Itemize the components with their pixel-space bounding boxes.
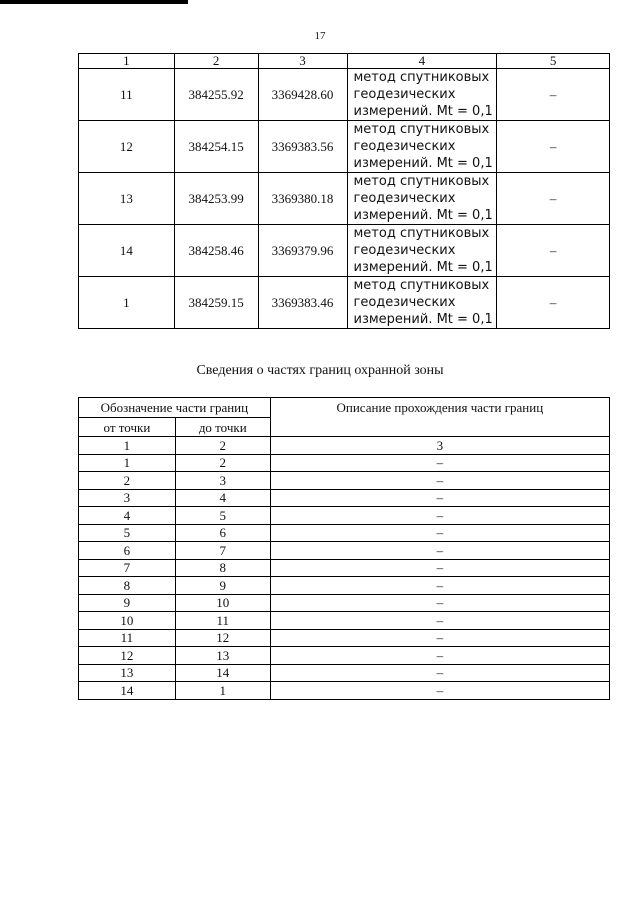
header-cell: 1 (79, 54, 175, 69)
y-coordinate: 3369428.60 (258, 69, 347, 121)
table-row (79, 682, 610, 700)
method-line: метод спутниковых (353, 278, 490, 293)
method-line: метод спутниковых (353, 70, 490, 85)
coordinates-row (79, 225, 610, 277)
to-point-cell: 5 (175, 507, 270, 525)
note-cell: – (497, 121, 610, 173)
method-cell (347, 69, 497, 121)
to-point-cell: 9 (175, 577, 270, 595)
y-coordinate: 3369380.18 (258, 173, 347, 225)
number-cell: 2 (175, 437, 270, 455)
table-row (79, 454, 610, 472)
method-line: измерений. Mt = 0,1 (353, 312, 493, 327)
table-row (79, 559, 610, 577)
description-cell: – (270, 612, 609, 630)
table-row (79, 612, 610, 630)
description-cell: – (270, 472, 609, 490)
designation-header: Обозначение части границ (79, 398, 271, 418)
method-cell (347, 225, 497, 277)
from-point-cell: 11 (79, 629, 176, 647)
method-line: метод спутниковых (353, 174, 490, 189)
method-line: измерений. Mt = 0,1 (353, 208, 493, 223)
from-point-cell: 5 (79, 524, 176, 542)
to-point-cell: 7 (175, 542, 270, 560)
to-point-cell: 6 (175, 524, 270, 542)
method-cell (347, 173, 497, 225)
description-cell: – (270, 682, 609, 700)
note-cell: – (497, 69, 610, 121)
note-cell: – (497, 225, 610, 277)
from-point-cell: 6 (79, 542, 176, 560)
page-number: 17 (314, 30, 326, 42)
from-point-cell: 3 (79, 489, 176, 507)
from-point-cell: 1 (79, 454, 176, 472)
to-point-cell: 4 (175, 489, 270, 507)
description-cell: – (270, 664, 609, 682)
parts-body (79, 454, 610, 699)
x-coordinate: 384255.92 (174, 69, 258, 121)
description-header: Описание прохождения части границ (270, 398, 609, 437)
method-line: геодезических (353, 139, 456, 154)
description-cell: – (270, 629, 609, 647)
description-cell: – (270, 577, 609, 595)
y-coordinate: 3369379.96 (258, 225, 347, 277)
to-point-cell: 1 (175, 682, 270, 700)
point-number: 14 (79, 225, 175, 277)
method-line: геодезических (353, 295, 456, 310)
y-coordinate: 3369383.56 (258, 121, 347, 173)
from-point-cell: 2 (79, 472, 176, 490)
x-coordinate: 384254.15 (174, 121, 258, 173)
to-point-header: до точки (175, 418, 270, 437)
method-line: измерений. Mt = 0,1 (353, 104, 493, 119)
description-cell: – (270, 542, 609, 560)
to-point-cell: 2 (175, 454, 270, 472)
header-cell: 2 (174, 54, 258, 69)
x-coordinate: 384259.15 (174, 277, 258, 329)
from-point-cell: 9 (79, 594, 176, 612)
method-line: измерений. Mt = 0,1 (353, 156, 493, 171)
from-point-cell: 14 (79, 682, 176, 700)
to-point-cell: 14 (175, 664, 270, 682)
from-point-cell: 7 (79, 559, 176, 577)
from-point-cell: 10 (79, 612, 176, 630)
point-number: 1 (79, 277, 175, 329)
coordinates-row (79, 173, 610, 225)
y-coordinate: 3369383.46 (258, 277, 347, 329)
boundary-parts-table (78, 397, 610, 700)
table-row (79, 629, 610, 647)
table-row (79, 472, 610, 490)
method-line: геодезических (353, 243, 456, 258)
note-cell: – (497, 277, 610, 329)
to-point-cell: 3 (175, 472, 270, 490)
coordinates-header-row (79, 54, 610, 69)
header-cell: 5 (497, 54, 610, 69)
x-coordinate: 384258.46 (174, 225, 258, 277)
description-cell: – (270, 594, 609, 612)
from-point-header: от точки (79, 418, 176, 437)
point-number: 11 (79, 69, 175, 121)
description-cell: – (270, 647, 609, 665)
method-line: метод спутниковых (353, 122, 490, 137)
note-cell: – (497, 173, 610, 225)
parts-header-row (79, 398, 610, 418)
table-row (79, 594, 610, 612)
coordinates-row (79, 121, 610, 173)
number-cell: 1 (79, 437, 176, 455)
table-row (79, 524, 610, 542)
method-line: геодезических (353, 191, 456, 206)
table-row (79, 489, 610, 507)
to-point-cell: 13 (175, 647, 270, 665)
parts-number-row (79, 437, 610, 455)
table-row (79, 542, 610, 560)
to-point-cell: 10 (175, 594, 270, 612)
to-point-cell: 8 (175, 559, 270, 577)
to-point-cell: 12 (175, 629, 270, 647)
table-row (79, 647, 610, 665)
method-line: геодезических (353, 87, 456, 102)
table-row (79, 664, 610, 682)
description-cell: – (270, 489, 609, 507)
method-cell (347, 277, 497, 329)
method-line: измерений. Mt = 0,1 (353, 260, 493, 275)
point-number: 12 (79, 121, 175, 173)
from-point-cell: 13 (79, 664, 176, 682)
coordinates-table (78, 53, 610, 329)
header-cell: 3 (258, 54, 347, 69)
top-edge-bar (0, 0, 188, 4)
header-cell: 4 (347, 54, 497, 69)
method-line: метод спутниковых (353, 226, 490, 241)
table-row (79, 507, 610, 525)
section-title: Сведения о частях границ охранной зоны (196, 363, 444, 378)
number-cell: 3 (270, 437, 609, 455)
table-row (79, 577, 610, 595)
x-coordinate: 384253.99 (174, 173, 258, 225)
from-point-cell: 4 (79, 507, 176, 525)
coordinates-row (79, 69, 610, 121)
coordinates-body (79, 69, 610, 329)
from-point-cell: 8 (79, 577, 176, 595)
description-cell: – (270, 559, 609, 577)
method-cell (347, 121, 497, 173)
to-point-cell: 11 (175, 612, 270, 630)
point-number: 13 (79, 173, 175, 225)
description-cell: – (270, 454, 609, 472)
description-cell: – (270, 524, 609, 542)
coordinates-row (79, 277, 610, 329)
from-point-cell: 12 (79, 647, 176, 665)
description-cell: – (270, 507, 609, 525)
